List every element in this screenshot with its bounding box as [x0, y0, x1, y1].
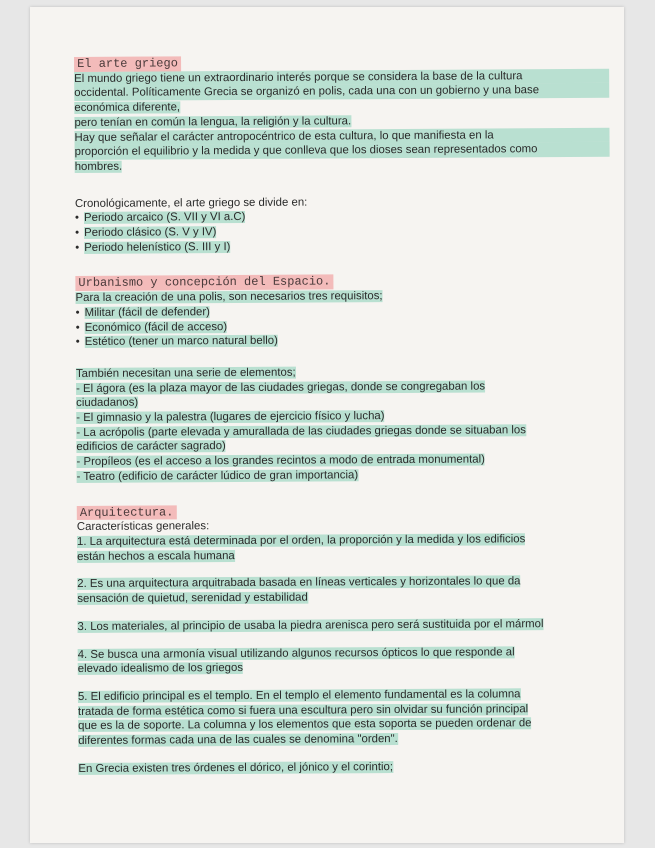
period-item: • Periodo helenístico (S. III y I) [75, 240, 231, 254]
intro-line: Hay que señalar el carácter antropocéntrico de esta cultura, lo que manifiesta en la [74, 127, 609, 145]
elements-list [76, 378, 612, 484]
document-content [74, 50, 613, 777]
section-heading-urbanismo: Urbanismo y concepción del Espacio. [75, 275, 333, 291]
intro-line: proporción el equilibrio y la medida y que conlleva que los dioses sean representados como [75, 142, 610, 160]
architecture-item-1: 1. La arquitectura está determinada por el orden, la proporción y la medida y los edificios están hechos a escala humana [76, 533, 526, 563]
intro-line: pero tenían en común la lengua, la religión y la cultura. [74, 115, 352, 129]
element-item: - El gimnasio y la palestra (lugares de ejercicio físico y lucha) [76, 410, 385, 425]
orders-closing-line: En Grecia existen tres órdenes el dórico, el jónico y el corintio; [78, 760, 394, 775]
period-list [75, 208, 610, 255]
paper-sheet [30, 7, 624, 843]
section-heading-arte-griego: El arte griego [74, 56, 181, 71]
architecture-item-5: 5. El edificio principal es el templo. En el templo el elemento fundamental es la columna tratada de forma estética como si fuera una escultura pero sin olvidar su función principal que es la de soporte. La columna y los elementos que esta soporta se pueden ordenar de diferentes formas cada una de las cuales se denomina "orden". [77, 688, 532, 748]
architecture-item-2: 2. Es una arquitectura arquitrabada basada en líneas verticales y horizontales lo que da sensación de quietud, serenidad y estabilidad [77, 575, 521, 606]
element-item: - Teatro (edificio de carácter lúdico de gran importancia) [76, 469, 359, 483]
element-item: - Propíleos (es el acceso a los grandes recintos a modo de entrada monumental) [76, 453, 485, 469]
period-item: • Periodo clásico (S. V y IV) [75, 226, 217, 240]
elements-title: También necesitan una serie de elementos; [75, 366, 296, 380]
element-item-continuation: ciudadanos) [76, 396, 139, 410]
requirements-title: Para la creación de una polis, son necesarios tres requisitos; [75, 290, 383, 305]
architecture-item-4: 4. Se busca una armonía visual utilizando algunos recursos ópticos lo que responde al elevado idealismo de los griegos [77, 645, 515, 676]
requirement-item: • Militar (fácil de defender) [75, 306, 210, 319]
intro-line: El mundo griego tiene un extraordinario interés porque se considera la base de la cultura [74, 68, 609, 86]
element-item: - La acrópolis (parte elevada y amurallada de las ciudades griegas donde se situaban los [76, 424, 526, 439]
intro-line: occidental. Políticamente Grecia se organizó en polis, cada una con un gobierno y una base [74, 83, 609, 101]
element-item-continuation: edificios de carácter sagrado) [76, 440, 226, 454]
requirement-item: • Estético (tener un marco natural bello) [75, 335, 278, 349]
intro-line: hombres. [74, 160, 123, 173]
requirement-item: • Económico (fácil de acceso) [75, 320, 228, 334]
requirements-list [76, 303, 611, 350]
element-item: - El ágora (es la plaza mayor de las ciudades griegas, donde se congregaban los [76, 380, 486, 395]
characteristics-title: Características generales: [76, 520, 210, 534]
chronology-title: Cronológicamente, el arte griego se divide en: [74, 196, 308, 210]
period-item: • Periodo arcaico (S. VII y VI a.C) [74, 211, 246, 225]
intro-line: económica diferente, [74, 101, 181, 115]
intro-paragraph [74, 68, 610, 174]
section-heading-arquitectura: Arquitectura. [77, 505, 177, 520]
architecture-item-3: 3. Los materiales, al principio de usaba la piedra arenisca pero será sustituida por el mármol [77, 617, 544, 633]
